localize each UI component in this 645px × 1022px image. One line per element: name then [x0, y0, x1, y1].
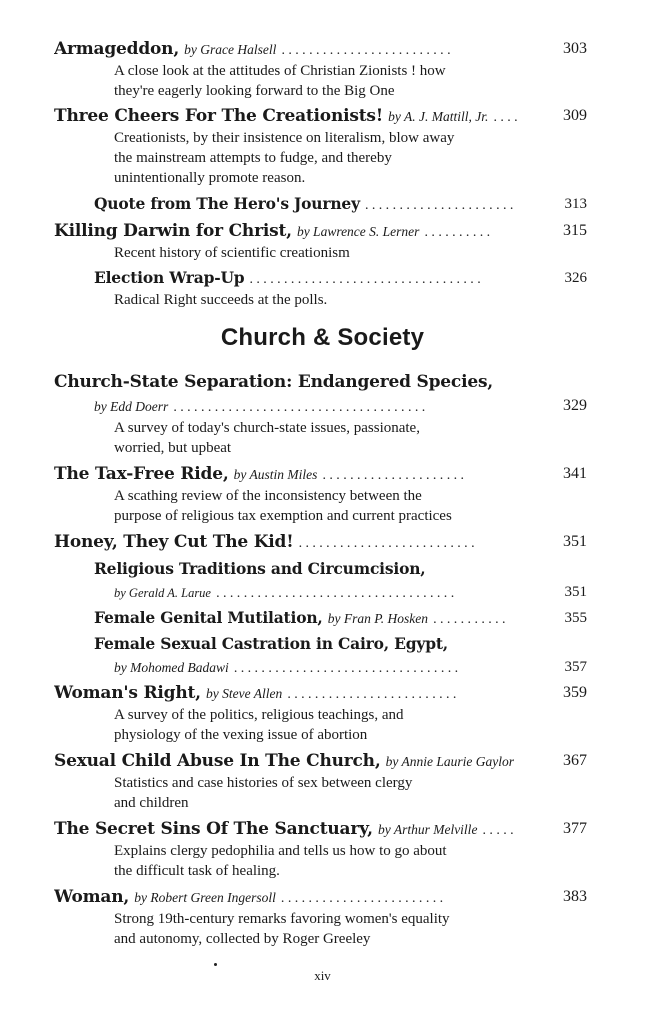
entry-title: Sexual Child Abuse In The Church,: [54, 751, 381, 771]
entry-description: [114, 486, 587, 526]
toc-entry: [54, 885, 587, 949]
toc-entry: [94, 266, 587, 310]
entry-title: Religious Traditions and Circumcision,: [94, 559, 426, 578]
description-line: A survey of the politics, religious teachings, and: [114, 707, 404, 723]
toc-entry: [54, 37, 587, 101]
entry-title: Woman,: [54, 887, 130, 907]
description-line: Recent history of scientific creationism: [114, 245, 350, 261]
entry-description: [114, 773, 587, 813]
page-footer-number: xiv: [314, 968, 331, 983]
toc-entry: [94, 606, 587, 630]
leader-dots: ......................: [364, 198, 517, 213]
entry-title: Honey, They Cut The Kid!: [54, 532, 294, 552]
ink-speck: [214, 963, 217, 966]
section-heading: Church & Society: [220, 324, 425, 351]
entry-title: Election Wrap-Up: [94, 268, 245, 287]
entry-title: The Secret Sins Of The Sanctuary,: [54, 819, 373, 839]
page-number: 383: [559, 885, 587, 909]
page-number: 303: [559, 37, 587, 61]
leader-dots: .....................: [322, 468, 468, 483]
toc-entry: [54, 370, 587, 458]
description-line: purpose of religious tax exemption and current practices: [114, 508, 452, 524]
description-line: Statistics and case histories of sex between clergy: [114, 775, 413, 791]
toc-entry: [54, 104, 587, 188]
leader-dots: .........................: [287, 687, 460, 702]
entry-title: Quote from The Hero's Journey: [94, 194, 360, 213]
leader-dots: ........................: [280, 891, 447, 906]
description-line: and children: [114, 795, 189, 811]
leader-dots: .........................: [281, 43, 454, 58]
page-number: 326: [561, 266, 588, 290]
page-number: 355: [561, 606, 588, 630]
page-number: 351: [561, 581, 588, 603]
toc-entry: [94, 557, 587, 603]
description-line: and autonomy, collected by Roger Greeley: [114, 931, 371, 947]
page-number: 313: [561, 192, 588, 216]
entry-author: by Steve Allen: [206, 686, 283, 701]
leader-dots: .....: [482, 823, 518, 838]
description-line: Creationists, by their insistence on literalism, blow away: [114, 130, 455, 146]
toc-entry: [54, 749, 587, 813]
description-line: A close look at the attitudes of Christian Zionists ! how: [114, 63, 446, 79]
entry-description: [114, 290, 587, 310]
description-line: A survey of today's church-state issues, passionate,: [114, 420, 420, 436]
page-number: 359: [559, 681, 587, 705]
entry-title: Female Sexual Castration in Cairo, Egypt,: [94, 634, 448, 653]
entry-description: [114, 128, 587, 188]
description-line: the mainstream attempts to fudge, and thereby: [114, 150, 392, 166]
page-number: 329: [559, 394, 587, 418]
description-line: they're eagerly looking forward to the Big One: [114, 83, 395, 99]
leader-dots: ..........................: [298, 536, 478, 551]
entry-author: by Gerald A. Larue: [114, 586, 211, 600]
entry-author: by Fran P. Hosken: [327, 611, 428, 626]
description-line: Strong 19th-century remarks favoring women's equality: [114, 911, 450, 927]
entry-description: [114, 705, 587, 745]
page-number: 377: [559, 817, 587, 841]
entry-title: Church-State Separation: Endangered Species,: [54, 372, 494, 392]
toc-entry: [54, 462, 587, 526]
leader-dots: .................................: [233, 661, 462, 676]
entry-title: The Tax-Free Ride,: [54, 464, 229, 484]
description-line: A scathing review of the inconsistency between the: [114, 488, 422, 504]
entry-title: Female Genital Mutilation,: [94, 608, 323, 627]
entry-author: by Grace Halsell: [184, 42, 277, 57]
entry-title: Three Cheers For The Creationists!: [54, 106, 384, 126]
page-number: 351: [559, 530, 587, 554]
entry-author: by Lawrence S. Lerner: [296, 224, 420, 239]
entry-description: [114, 418, 587, 458]
description-line: Radical Right succeeds at the polls.: [114, 292, 328, 308]
description-line: worried, but upbeat: [114, 440, 232, 456]
page-number: 309: [559, 104, 587, 128]
entry-description: [114, 61, 587, 101]
entry-author: by Edd Doerr: [94, 399, 169, 414]
description-line: Explains clergy pedophilia and tells us how to go about: [114, 843, 447, 859]
leader-dots: ...................................: [216, 586, 458, 601]
entry-author: by Annie Laurie Gaylor: [385, 754, 515, 769]
description-line: the difficult task of healing.: [114, 863, 280, 879]
entry-author: by Arthur Melville: [377, 822, 478, 837]
toc-entry: [54, 681, 587, 745]
leader-dots: ..........: [424, 225, 494, 240]
toc-entry: [54, 530, 587, 554]
entry-title: Killing Darwin for Christ,: [54, 221, 292, 241]
leader-dots: .....................................: [173, 400, 429, 415]
toc-entry: [94, 632, 587, 678]
entry-description: [114, 243, 587, 263]
page-number: 367: [559, 749, 587, 773]
page-number: 341: [559, 462, 587, 486]
leader-dots: ....: [493, 110, 522, 125]
entry-author: by Mohomed Badawi: [114, 660, 229, 675]
entry-description: [114, 909, 587, 949]
entry-author: by Austin Miles: [233, 467, 318, 482]
toc-entry: [94, 192, 587, 216]
toc-entry: [54, 817, 587, 881]
page-number: 315: [559, 219, 587, 243]
entry-title: Woman's Right,: [54, 683, 201, 703]
toc-entry: [54, 219, 587, 263]
entry-description: [114, 841, 587, 881]
description-line: unintentionally promote reason.: [114, 170, 306, 186]
entry-author: by Robert Green Ingersoll: [134, 890, 276, 905]
leader-dots: ..................................: [249, 272, 485, 287]
description-line: physiology of the vexing issue of abortion: [114, 727, 368, 743]
page-number: 357: [561, 656, 588, 678]
entry-author: by A. J. Mattill, Jr.: [388, 109, 489, 124]
leader-dots: ...........: [433, 612, 509, 627]
entry-title: Armageddon,: [54, 39, 180, 59]
